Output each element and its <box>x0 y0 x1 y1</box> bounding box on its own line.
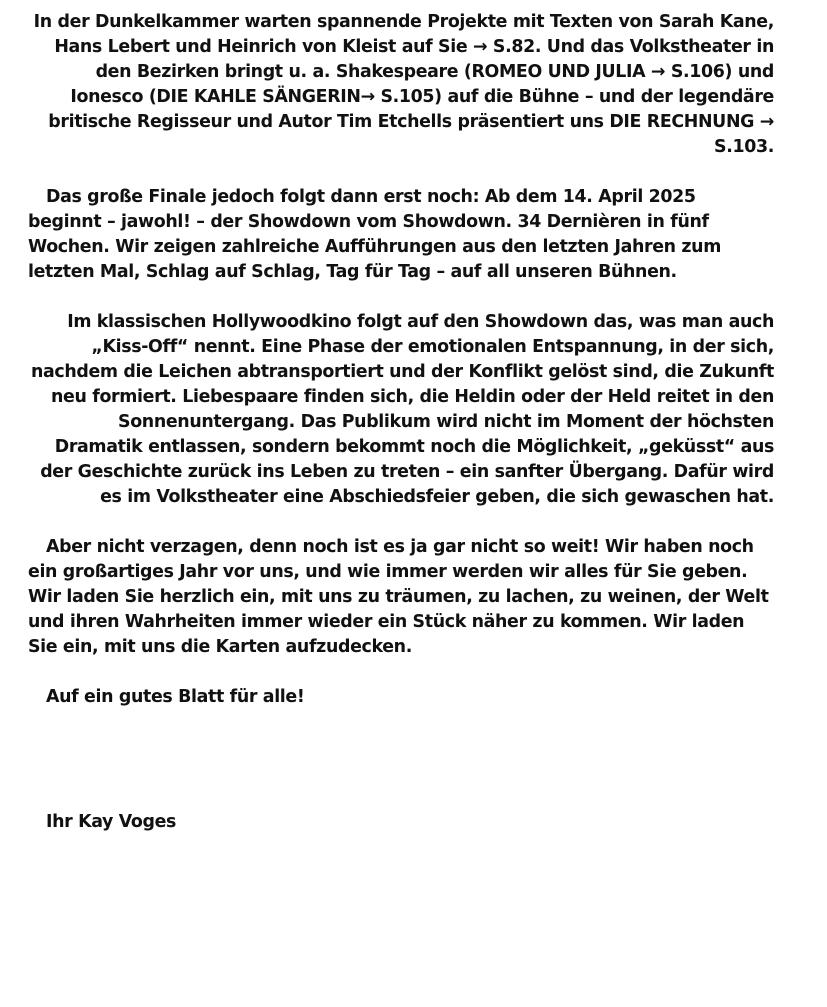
signature: Ihr Kay Voges <box>46 812 177 832</box>
paragraph-invitation: Aber nicht verzagen, denn noch ist es ja gar nicht so weit! Wir haben noch ein großartiges Jahr vor uns, und wie immer werden wir alles für Sie geben. Wir laden Sie herzlich ein, mit uns zu träumen, zu lachen, zu weinen, der Welt und ihren Wahrheiten immer wieder ein Stück näher zu kommen. Wir laden Sie ein, mit uns die Karten aufzudecken. <box>28 537 769 657</box>
closing-line: Auf ein gutes Blatt für alle! <box>46 687 305 707</box>
paragraph-kiss-off: Im klassischen Hollywoodkino folgt auf den Showdown das, was man auch „Kiss-Off“ nennt. Eine Phase der emotionalen Entspannung, in der sich, nachdem die Leichen abtransportiert und der Konflikt gelöst sind, die Zukunft neu formiert. Liebespaare finden sich, die Heldin oder der Held reitet in den Sonnenuntergang. Das Publikum wird nicht im Moment der höchsten Dramatik entlassen, sondern bekommt noch die Möglichkeit, „geküsst“ aus der Geschichte zurück ins Leben zu treten – ein sanfter Übergang. Dafür wird es im Volkstheater eine Abschiedsfeier geben, die sich gewaschen hat. <box>30 312 774 507</box>
letter-page <box>28 10 774 835</box>
paragraph-dunkelkammer-projects: In der Dunkelkammer warten spannende Projekte mit Texten von Sarah Kane, Hans Lebert und Heinrich von Kleist auf Sie → S.82. Und das Volkstheater in den Bezirken bringt u. a. Shakespeare (ROMEO UND JULIA → S.106) und Ionesco (DIE KAHLE SÄNGERIN→ S.105) auf die Bühne – und der legendäre britische Regisseur und Autor Tim Etchells präsentiert uns DIE RECHNUNG → S.103. <box>33 12 774 157</box>
paragraph-showdown-finale: Das große Finale jedoch folgt dann erst noch: Ab dem 14. April 2025 beginnt – jawohl! – der Showdown vom Showdown. 34 Dernièren in fünf Wochen. Wir zeigen zahlreiche Aufführungen aus den letzten Jahren zum letzten Mal, Schlag auf Schlag, Tag für Tag – auf all unseren Bühnen. <box>28 187 721 282</box>
